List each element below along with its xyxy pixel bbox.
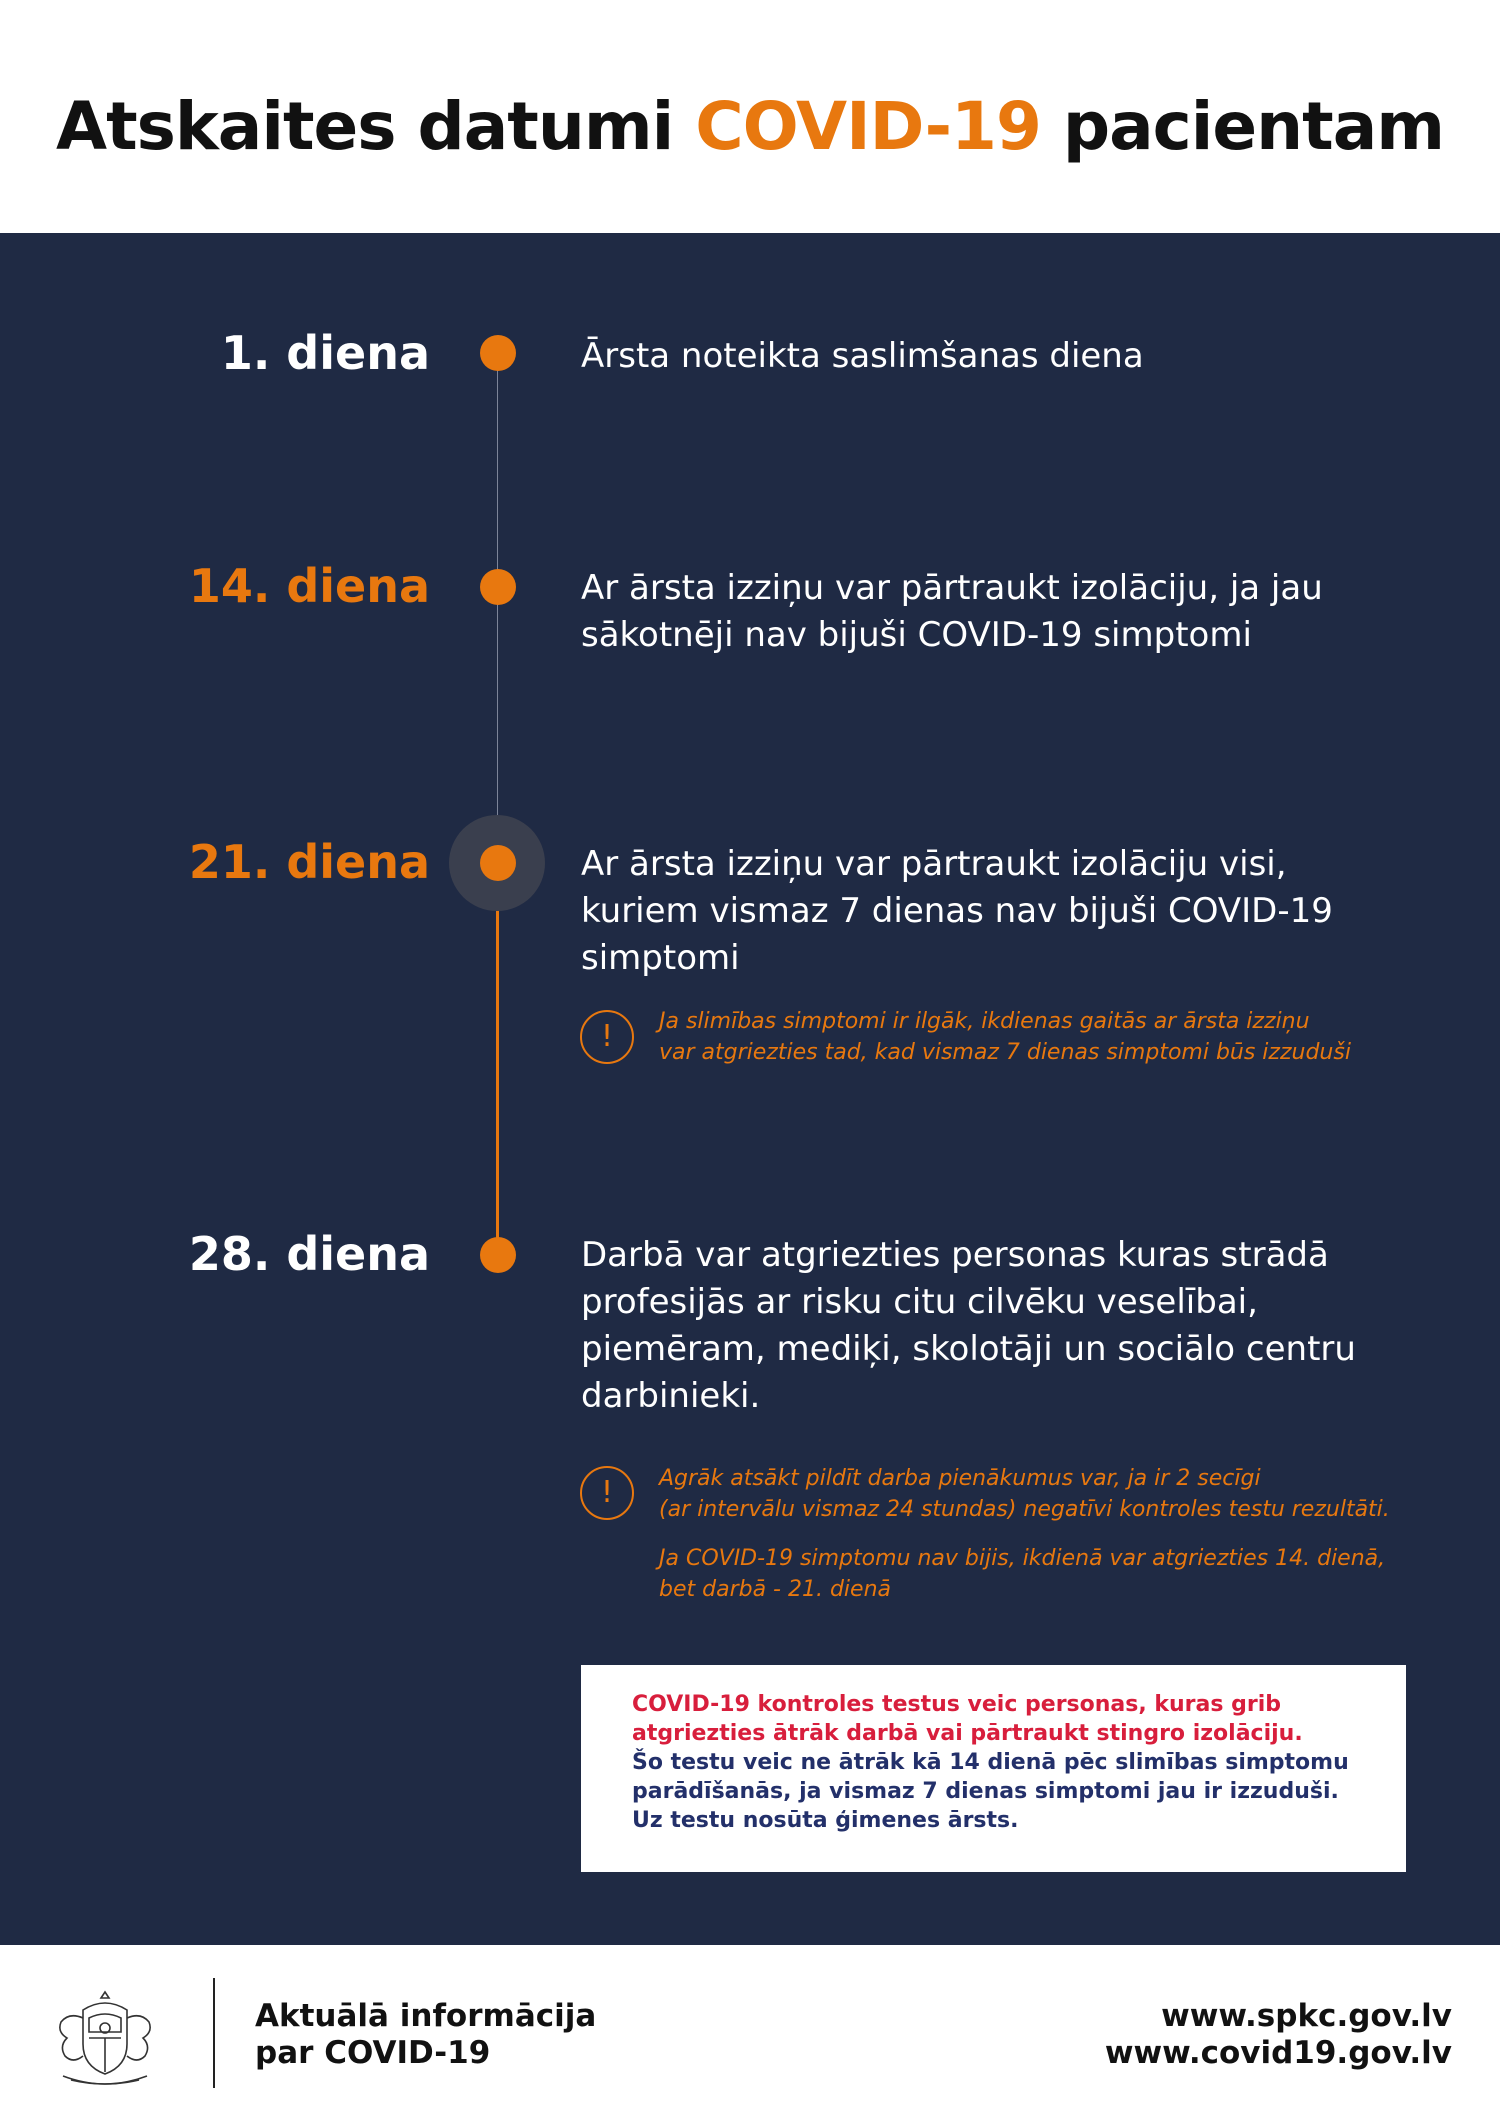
warning-icon: ! xyxy=(580,1010,634,1064)
note-line: Ja COVID-19 simptomu nav bijis, ikdienā var atgriezties 14. dienā, xyxy=(659,1546,1386,1571)
description-line: kuriem vismaz 7 dienas nav bijuši COVID-19 xyxy=(581,891,1333,931)
description-line: Ar ārsta izziņu var pārtraukt izolāciju, ja jau xyxy=(581,568,1323,608)
description-line: Ar ārsta izziņu var pārtraukt izolāciju visi, xyxy=(581,844,1287,884)
description-line: profesijās ar risku citu cilvēku veselībai, xyxy=(581,1282,1258,1322)
day-note xyxy=(659,1006,1439,1068)
state-emblem-icon xyxy=(45,1988,165,2088)
timeline-dot xyxy=(480,1237,516,1273)
description-line: piemēram, mediķi, skolotāji un sociālo centru xyxy=(581,1329,1356,1369)
description-line: simptomi xyxy=(581,938,740,978)
footer-divider xyxy=(213,1978,215,2088)
info-text-line: Uz testu nosūta ģimenes ārsts. xyxy=(632,1808,1019,1833)
footer-links xyxy=(1105,1998,1452,2072)
timeline-dot xyxy=(480,335,516,371)
day-label: 21. diena xyxy=(188,835,430,889)
day-description xyxy=(581,841,1381,982)
info-alert-line: COVID-19 kontroles testus veic personas, kuras grib xyxy=(632,1692,1281,1717)
timeline-dot xyxy=(480,569,516,605)
footer-link-spkc[interactable]: www.spkc.gov.lv xyxy=(1161,1998,1452,2034)
page-title xyxy=(0,88,1500,165)
description-line: sākotnēji nav bijuši COVID-19 simptomi xyxy=(581,615,1252,655)
info-box xyxy=(581,1665,1406,1872)
timeline-rail xyxy=(497,355,498,862)
note-line: var atgriezties tad, kad vismaz 7 dienas simptomi būs izzuduši xyxy=(659,1040,1351,1065)
note-line: Ja slimības simptomi ir ilgāk, ikdienas gaitās ar ārsta izziņu xyxy=(659,1009,1310,1034)
timeline-rail-highlight xyxy=(496,865,499,1255)
description-line: Darbā var atgriezties personas kuras strādā xyxy=(581,1235,1329,1275)
footer-link-covid19[interactable]: www.covid19.gov.lv xyxy=(1104,2035,1452,2071)
day-label: 14. diena xyxy=(188,559,430,613)
note-line: (ar intervālu vismaz 24 stundas) negatīvi kontroles testu rezultāti. xyxy=(659,1497,1390,1522)
footer-tagline xyxy=(255,1998,596,2072)
title-prefix: Atskaites datumi xyxy=(55,88,674,165)
day-note-secondary xyxy=(659,1543,1439,1605)
note-line: bet darbā - 21. dienā xyxy=(659,1577,891,1602)
day-label: 28. diena xyxy=(188,1227,430,1281)
day-note xyxy=(659,1463,1439,1525)
day-description xyxy=(581,565,1381,659)
footer-tagline-line: par COVID-19 xyxy=(255,2035,491,2071)
timeline-dot xyxy=(480,845,516,881)
day-label: 1. diena xyxy=(220,326,430,380)
footer-tagline-line: Aktuālā informācija xyxy=(255,1998,597,2034)
description-line: Ārsta noteikta saslimšanas diena xyxy=(581,336,1144,376)
info-alert-line: atgriezties ātrāk darbā vai pārtraukt stingro izolāciju. xyxy=(632,1721,1303,1746)
day-description xyxy=(581,1232,1381,1420)
warning-icon: ! xyxy=(580,1466,634,1520)
title-suffix: pacientam xyxy=(1062,88,1445,165)
day-description xyxy=(581,333,1381,380)
note-line: Agrāk atsākt pildīt darba pienākumus var, ja ir 2 secīgi xyxy=(659,1466,1261,1491)
description-line: darbinieki. xyxy=(581,1376,761,1416)
title-highlight: COVID-19 xyxy=(695,88,1041,165)
info-text-line: Šo testu veic ne ātrāk kā 14 dienā pēc slimības simptomu xyxy=(632,1750,1349,1775)
info-text-line: parādīšanās, ja vismaz 7 dienas simptomi jau ir izzuduši. xyxy=(632,1779,1339,1804)
